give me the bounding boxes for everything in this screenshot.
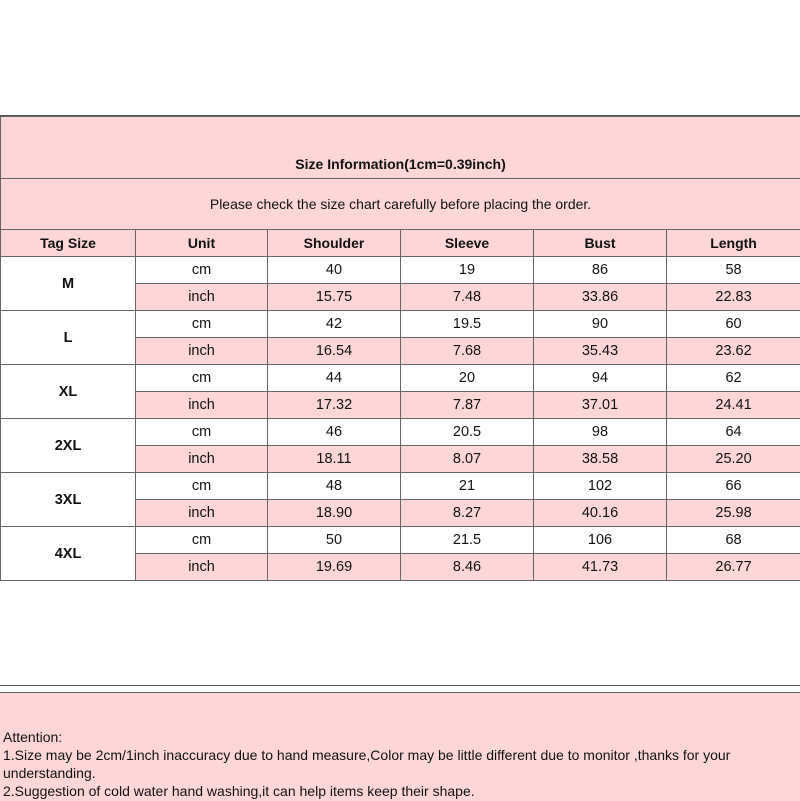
measurement-cell: 40.16: [534, 500, 667, 527]
measurement-cell: 37.01: [534, 392, 667, 419]
measurement-cell: 18.90: [268, 500, 401, 527]
measurement-cell: 62: [667, 365, 800, 392]
measurement-cell: 98: [534, 419, 667, 446]
unit-cell: inch: [136, 446, 268, 473]
unit-cell: inch: [136, 284, 268, 311]
measurement-cell: 60: [667, 311, 800, 338]
measurement-cell: 66: [667, 473, 800, 500]
unit-cell: cm: [136, 419, 268, 446]
measurement-cell: 7.87: [401, 392, 534, 419]
chart-notice: Please check the size chart carefully before placing the order.: [1, 179, 800, 230]
unit-cell: inch: [136, 392, 268, 419]
measurement-cell: 20.5: [401, 419, 534, 446]
table-row: [1, 473, 800, 500]
measurement-cell: 86: [534, 257, 667, 284]
unit-cell: cm: [136, 527, 268, 554]
attention-line-1: 1.Size may be 2cm/1inch inaccuracy due to hand measure,Color may be little different due to monitor ,thanks for your understanding.: [3, 746, 798, 782]
header-tag-size: Tag Size: [1, 230, 136, 257]
unit-cell: inch: [136, 500, 268, 527]
tag-size-cell: 4XL: [1, 527, 136, 581]
measurement-cell: 17.32: [268, 392, 401, 419]
unit-cell: cm: [136, 257, 268, 284]
measurement-cell: 19.69: [268, 554, 401, 581]
measurement-cell: 64: [667, 419, 800, 446]
measurement-cell: 94: [534, 365, 667, 392]
measurement-cell: 7.48: [401, 284, 534, 311]
measurement-cell: 20: [401, 365, 534, 392]
measurement-cell: 21: [401, 473, 534, 500]
table-row: [1, 365, 800, 392]
table-row: [1, 257, 800, 284]
measurement-cell: 44: [268, 365, 401, 392]
measurement-cell: 42: [268, 311, 401, 338]
measurement-cell: 25.98: [667, 500, 800, 527]
measurement-cell: 102: [534, 473, 667, 500]
measurement-cell: 50: [268, 527, 401, 554]
attention-line-2: 2.Suggestion of cold water hand washing,it can help items keep their shape.: [3, 782, 798, 800]
header-bust: Bust: [534, 230, 667, 257]
unit-cell: inch: [136, 338, 268, 365]
measurement-cell: 33.86: [534, 284, 667, 311]
measurement-cell: 48: [268, 473, 401, 500]
measurement-cell: 19.5: [401, 311, 534, 338]
measurement-cell: 41.73: [534, 554, 667, 581]
measurement-cell: 8.46: [401, 554, 534, 581]
size-chart: [0, 115, 800, 686]
measurement-cell: 23.62: [667, 338, 800, 365]
size-table: [0, 116, 800, 581]
measurement-cell: 7.68: [401, 338, 534, 365]
measurement-cell: 58: [667, 257, 800, 284]
tag-size-cell: M: [1, 257, 136, 311]
header-shoulder: Shoulder: [268, 230, 401, 257]
measurement-cell: 22.83: [667, 284, 800, 311]
header-sleeve: Sleeve: [401, 230, 534, 257]
measurement-cell: 25.20: [667, 446, 800, 473]
unit-cell: cm: [136, 365, 268, 392]
table-row: [1, 311, 800, 338]
header-unit: Unit: [136, 230, 268, 257]
header-row: [1, 230, 800, 257]
tag-size-cell: 2XL: [1, 419, 136, 473]
measurement-cell: 35.43: [534, 338, 667, 365]
measurement-cell: 8.27: [401, 500, 534, 527]
table-row: [1, 527, 800, 554]
tag-size-cell: XL: [1, 365, 136, 419]
measurement-cell: 68: [667, 527, 800, 554]
tag-size-cell: L: [1, 311, 136, 365]
attention-heading: Attention:: [3, 728, 798, 746]
attention-notes: [0, 692, 800, 801]
measurement-cell: 90: [534, 311, 667, 338]
unit-cell: cm: [136, 311, 268, 338]
unit-cell: cm: [136, 473, 268, 500]
measurement-cell: 46: [268, 419, 401, 446]
tag-size-cell: 3XL: [1, 473, 136, 527]
measurement-cell: 8.07: [401, 446, 534, 473]
measurement-cell: 18.11: [268, 446, 401, 473]
measurement-cell: 24.41: [667, 392, 800, 419]
measurement-cell: 16.54: [268, 338, 401, 365]
measurement-cell: 19: [401, 257, 534, 284]
chart-title: Size Information(1cm=0.39inch): [1, 117, 800, 179]
measurement-cell: 106: [534, 527, 667, 554]
measurement-cell: 38.58: [534, 446, 667, 473]
table-row: [1, 419, 800, 446]
measurement-cell: 26.77: [667, 554, 800, 581]
unit-cell: inch: [136, 554, 268, 581]
measurement-cell: 15.75: [268, 284, 401, 311]
measurement-cell: 21.5: [401, 527, 534, 554]
measurement-cell: 40: [268, 257, 401, 284]
header-length: Length: [667, 230, 800, 257]
